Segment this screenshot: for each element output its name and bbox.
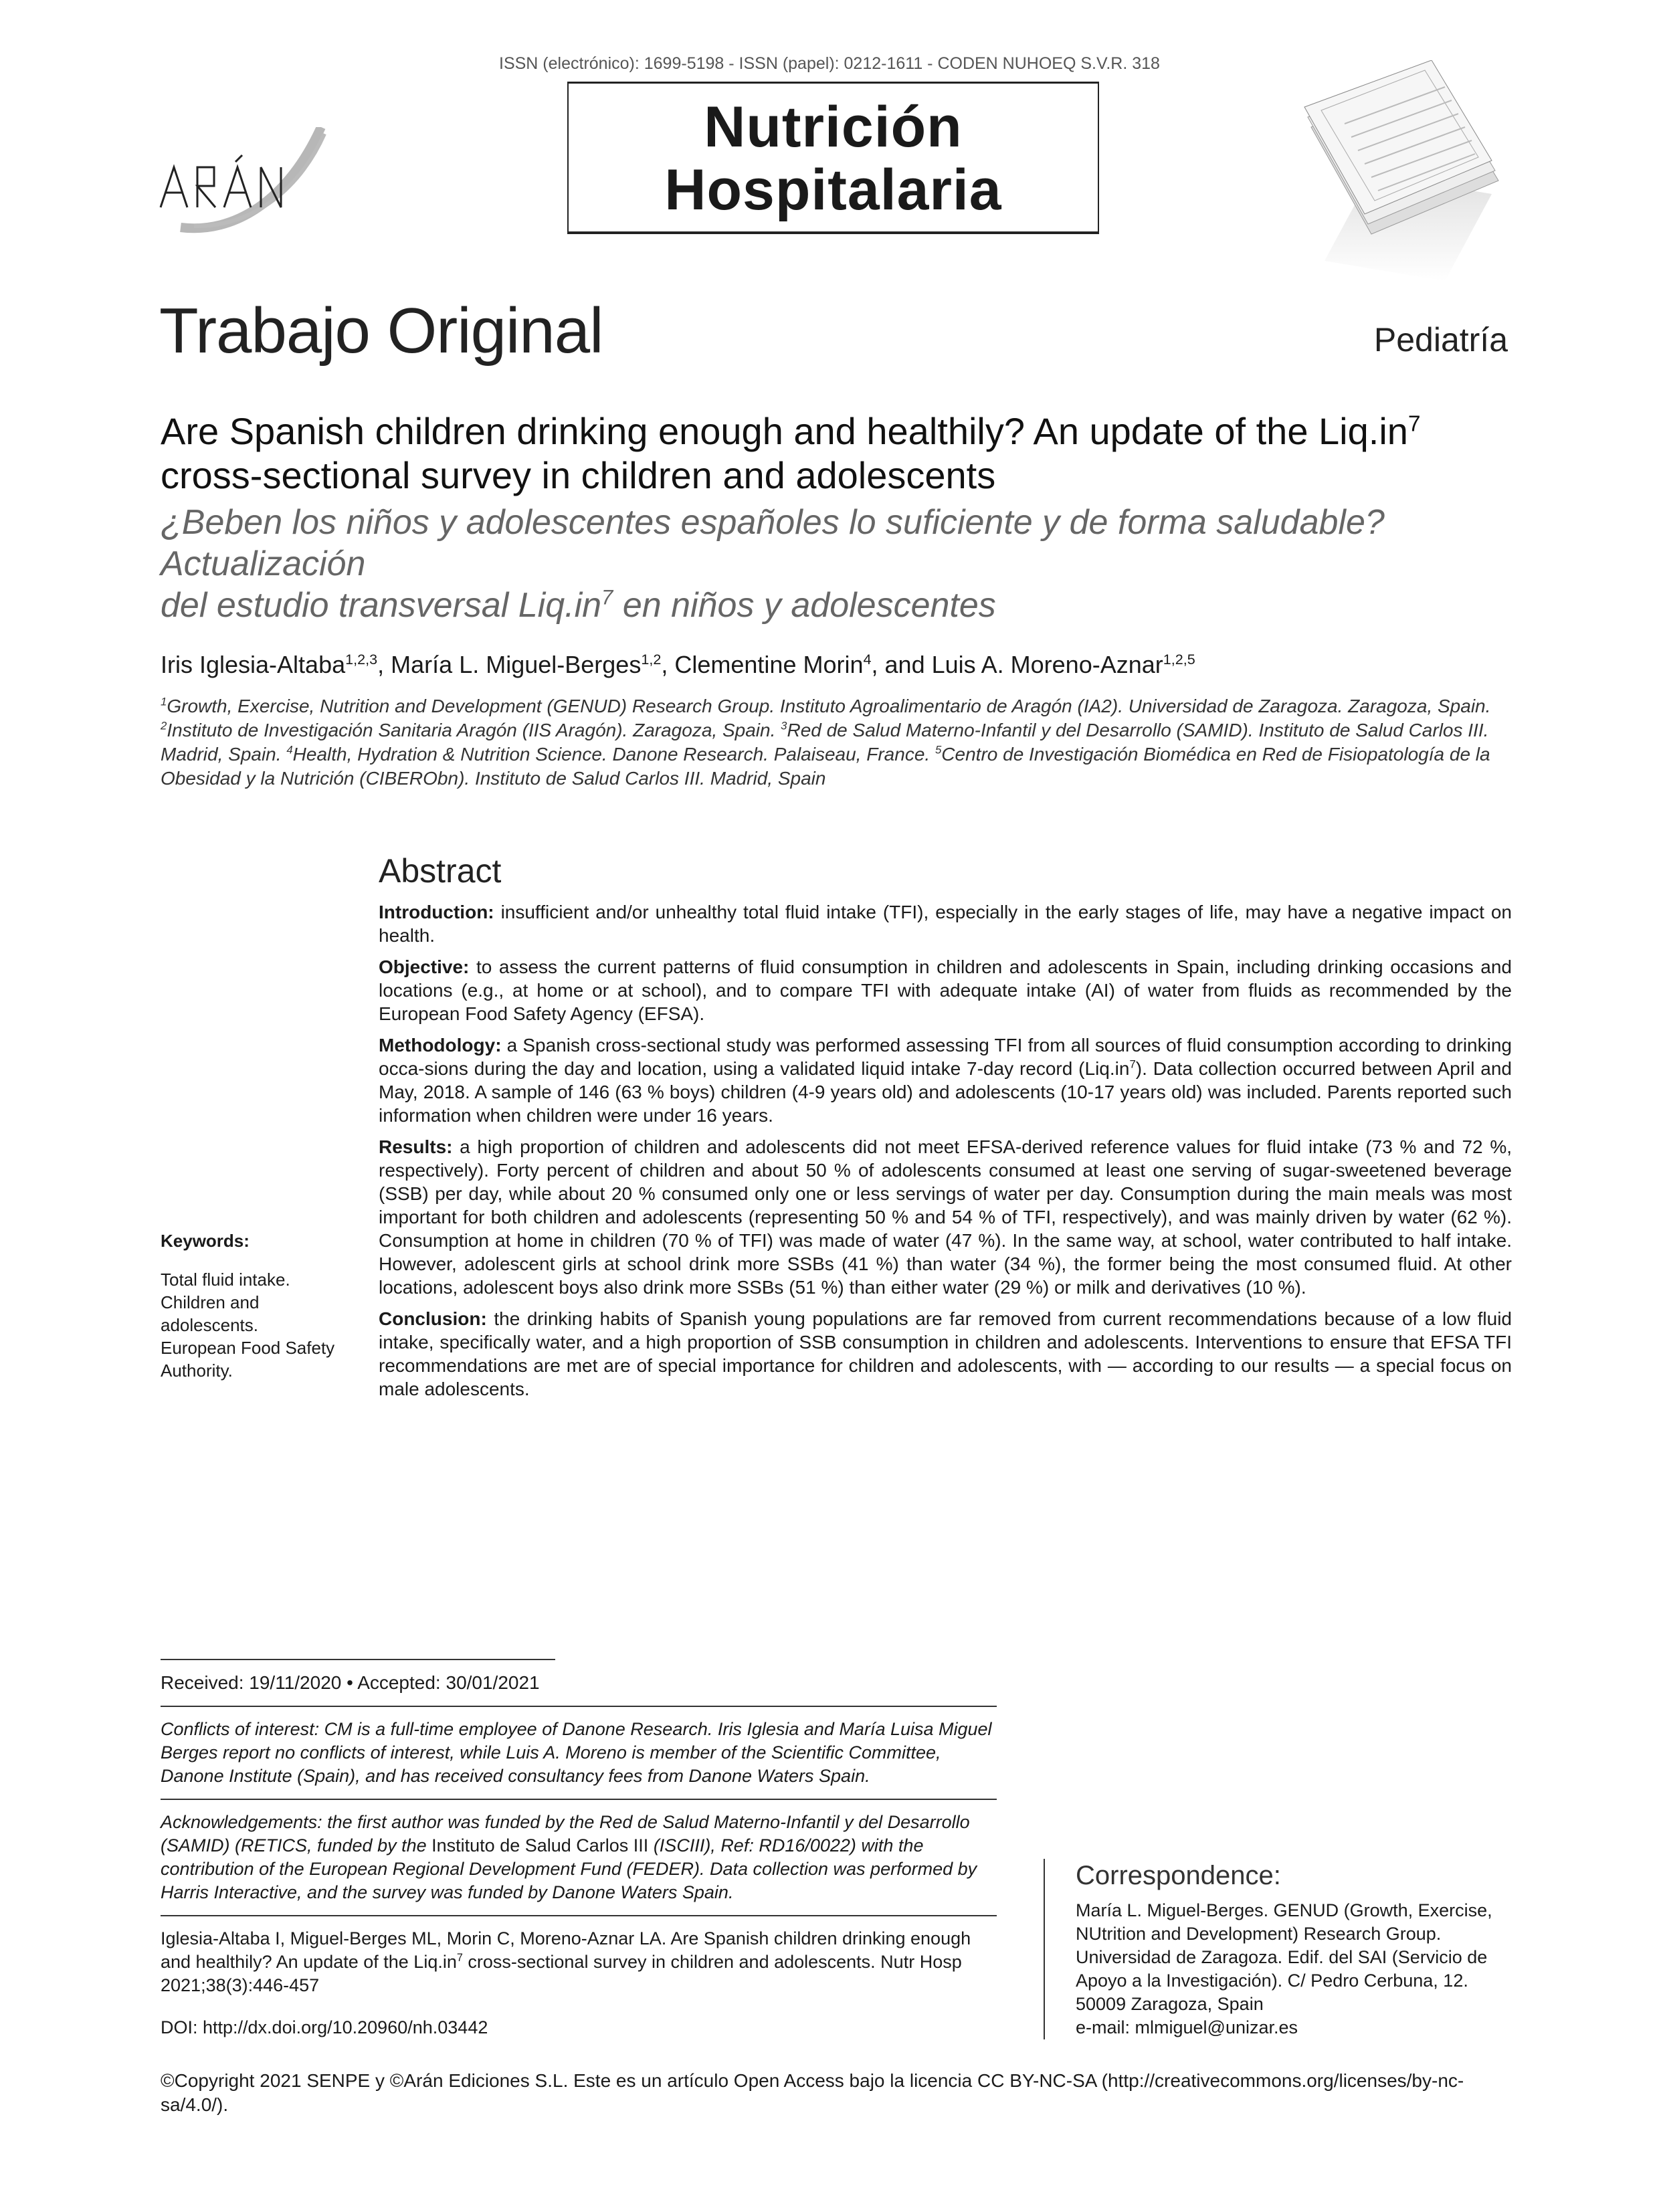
- journal-cover-image: [1271, 60, 1525, 288]
- article-section: Pediatría: [1373, 321, 1508, 359]
- abstract-conclusion: Conclusion: the drinking habits of Spanish young populations are far removed from current recommendations because of a low fluid intake, specifically water, and a high proportion of SSB consumption in children and adolescents. Interventions to ensure that EFSA TFI recommendations are met are of special importance for children and adolescents, with — according to our results — a special focus on male adolescents.: [379, 1308, 1512, 1399]
- abstract-section: [161, 851, 1512, 1409]
- abstract-heading: Abstract: [379, 852, 502, 890]
- correspondence-city: 50009 Zaragoza, Spain: [1076, 1994, 1264, 2014]
- correspondence-email[interactable]: e-mail: mlmiguel@unizar.es: [1076, 2017, 1298, 2037]
- doi-link[interactable]: DOI: http://dx.doi.org/10.20960/nh.03442: [161, 2017, 488, 2037]
- abstract-objective: Objective: to assess the current patterns of fluid consumption in children and adolescents in Spain, including drinking occasions and locations (e.g., at home or at school), and to compare TFI with adequate intake (AI) of water from fluids as recommended by the European Food Safety Agency (EFSA).: [379, 957, 1512, 1024]
- keyword: European Food Safety Authority.: [161, 1338, 335, 1381]
- divider: [161, 1659, 555, 1660]
- author-list: Iris Iglesia-Altaba$^{1,2,3}$, María L. Miguel-Berges$^{1,2}$, Clementine Morin$^4$, and Luis A. Moreno-Aznar$^{1,2,5}$: [161, 651, 1195, 678]
- correspondence-address: María L. Miguel-Berges. GENUD (Growth, Exercise, NUtrition and Development) Research Group. Universidad de Zaragoza. Edif. del SAI (Servicio de Apoyo a la Investigación). C/ Pedro Cerbuna, 12.: [1076, 1900, 1492, 1991]
- abstract-introduction: Introduction: insufficient and/or unhealthy total fluid intake (TFI), especially in the early stages of life, may have a negative impact on health.: [379, 902, 1512, 946]
- publisher-logo: [154, 127, 348, 234]
- aran-logo-icon: [154, 127, 348, 234]
- abstract-body: [379, 900, 1512, 1401]
- issn-line: ISSN (electrónico): 1699-5198 - ISSN (papel): 0212-1611 - CODEN NUHOEQ S.V.R. 318: [499, 54, 1160, 73]
- keywords-heading: Keywords:: [161, 1231, 250, 1251]
- divider: [161, 1915, 997, 1916]
- received-accepted-dates: Received: 19/11/2020 • Accepted: 30/01/2021: [161, 1672, 540, 1693]
- divider: [161, 1706, 997, 1707]
- keywords: [161, 1229, 355, 1409]
- abstract-results: Results: a high proportion of children and adolescents did not meet EFSA-derived reference values for fluid intake (73 % and 72 %, respectively). Forty percent of children and about 50 % of adolescents consumed at least one serving of sugar-sweetened beverage (SSB) per day, while about 20 % consumed only one or less servings of water per day. Consumption during the main meals was most important for both children and adolescents (representing 50 % and 54 % of TFI, respectively), and was mainly driven by water (62 %). Consumption at home in children (70 % of TFI) was made of water (47 %). In the same way, at school, water contributed to half intake. However, adolescent girls at school drink more SSBs (41 %) than water (34 %), the former being the most consumed fluid. At other locations, adolescent boys also drink more SSBs (51 %) than either water (29 %) or milk and derivatives (10 %).: [379, 1136, 1512, 1298]
- keyword: Total fluid intake.: [161, 1270, 290, 1290]
- correspondence-heading: Correspondence:: [1076, 1861, 1281, 1890]
- correspondence-details: [1076, 1899, 1504, 2039]
- article-title: Are Spanish children drinking enough and healthily? An update of the $Liq.in^7$ cross-sectional survey in children and adolescents: [161, 410, 1421, 496]
- article-type: Trabajo Original: [159, 295, 603, 367]
- affiliations: $^1$Growth, Exercise, Nutrition and Development (GENUD) Research Group. Instituto Agroalimentario de Aragón (IA2). Universidad de Zaragoza. Zaragoza, Spain. $^2$Instituto de Investigación Sanitaria Aragón (IIS Aragón). Zaragoza, Spain. $^3$Red de Salud Materno-Infantil y del Desarrollo (SAMID). Instituto de Salud Carlos III. Madrid, Spain. $^4$Health, Hydration & Nutrition Science. Danone Research. Palaiseau, France. $^5$Centro de Investigación Biomédica en Red de Fisiopatología de la Obesidad y la Nutrición (CIBERObn). Instituto de Salud Carlos III. Madrid, Spain: [161, 695, 1491, 789]
- journal-title-box: [567, 82, 1099, 234]
- divider: [161, 1799, 997, 1800]
- article-body: [161, 409, 1512, 2117]
- conflicts-of-interest: Conflicts of interest: CM is a full-time employee of Danone Research. Iris Iglesia and María Luisa Miguel Berges report no conflicts of interest, while Luis A. Moreno is member of the Scientific Committee, Danone Institute (Spain), and has received consultancy fees from Danone Waters Spain.: [161, 1719, 992, 1786]
- footer-notes: [161, 1659, 997, 2039]
- front-matter: [161, 409, 1512, 1645]
- article-title-spanish: ¿Beben los niños y adolescentes españoles lo suficiente y de forma saludable? Actualización del estudio transversal $Liq.in^7$ en niños y adolescentes: [161, 503, 1385, 625]
- keyword: Children and adolescents.: [161, 1292, 260, 1335]
- journal-title: Nutrición Hospitalaria: [664, 95, 1002, 222]
- abstract-methodology: Methodology: a Spanish cross-sectional study was performed assessing TFI from all sources of fluid consumption according to drinking occa-sions during the day and location, using a validated liquid intake 7-day record $(Liq.in^7)$. Data collection occurred between April and May, 2018. A sample of 146 (63 % boys) children (4-9 years old) and adolescents (10-17 years old) was included. Parents reported such information when children were under 16 years.: [379, 1035, 1512, 1126]
- copyright-notice: ©Copyright 2021 SENPE y ©Arán Ediciones S.L. Este es un artículo Open Access bajo la licencia CC BY-NC-SA (http://creativecommons.org/licenses/by-nc-sa/4.0/).: [161, 2070, 1464, 2115]
- citation: Iglesia-Altaba I, Miguel-Berges ML, Morin C, Moreno-Aznar LA. Are Spanish children drinking enough and healthily? An update of the $Liq.in^7$ cross-sectional survey in children and adolescents. Nutr Hosp 2021;38(3):446-457: [161, 1928, 971, 1995]
- footer: [161, 1645, 1512, 2039]
- acknowledgements: Acknowledgements: the first author was funded by the Red de Salud Materno-Infantil y del Desarrollo (SAMID) (RETICS, funded by the Instituto de Salud Carlos III (ISCIII), Ref: RD16/0022) with the contribution of the European Regional Development Fund (FEDER). Data collection was performed by Harris Interactive, and the survey was funded by Danone Waters Spain.: [161, 1812, 977, 1902]
- abstract: [379, 851, 1512, 1409]
- correspondence: [1044, 1859, 1504, 2039]
